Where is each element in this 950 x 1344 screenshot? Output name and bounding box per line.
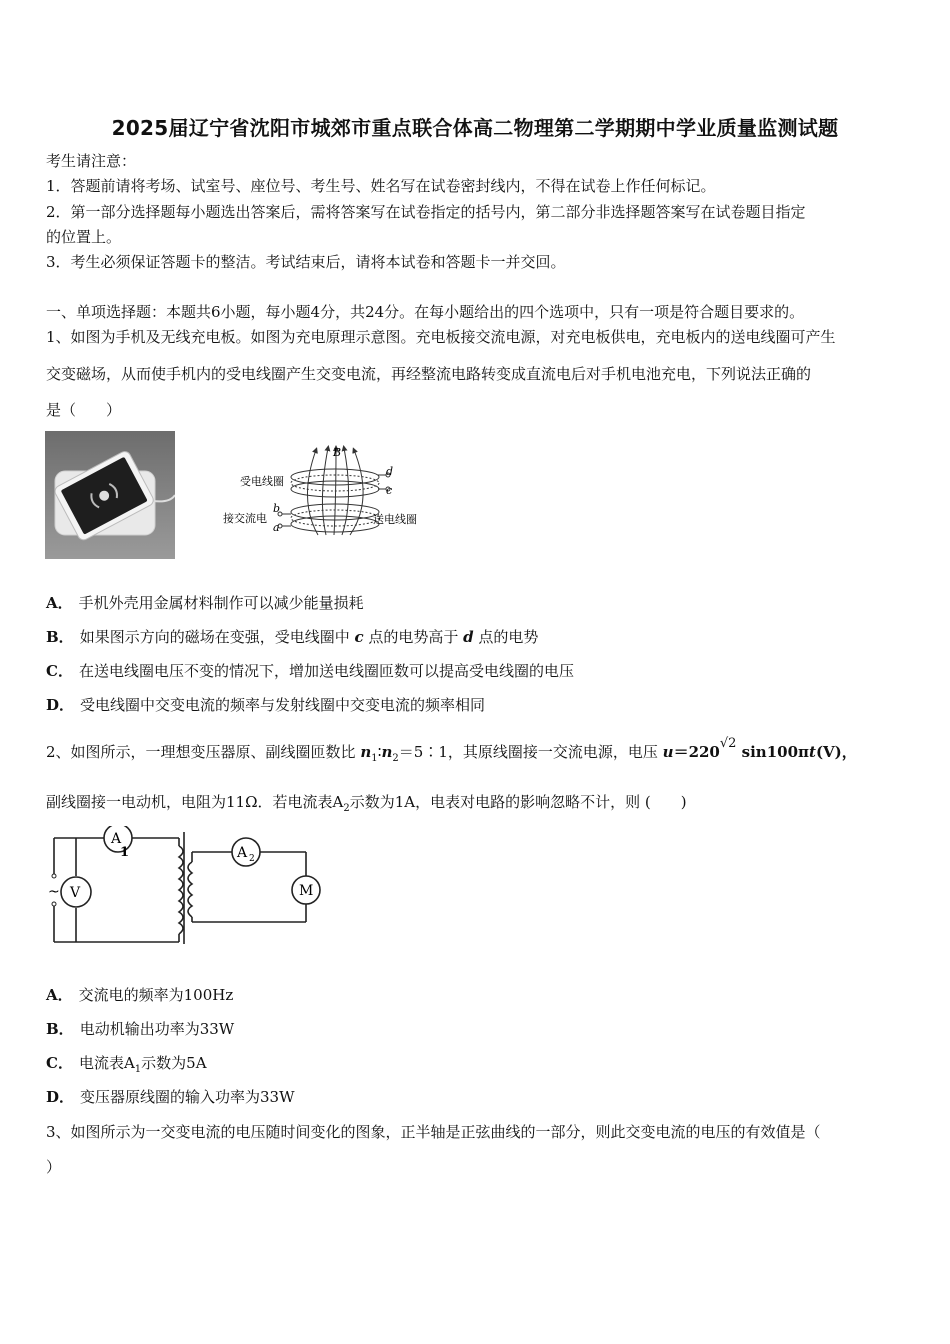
- voltmeter-label: V: [70, 885, 81, 901]
- section-heading: 一、单项选择题：本题共6小题，每小题4分，共24分。在每小题给出的四个选项中，只有一项是符合题目要求的。: [46, 303, 805, 321]
- q1-choice-c[interactable]: C． 在送电线圈电压不变的情况下，增加送电线圈匝数可以提高受电线圈的电压: [46, 662, 574, 680]
- receive-coil-label: 受电线圈: [240, 475, 284, 488]
- ac-source-label: 接交流电: [223, 512, 267, 525]
- ammeter-a2-sub: 2: [249, 854, 255, 864]
- q2-stem-line-2: 副线圈接一电动机，电阻为11Ω．若电流表$A_2$示数为1A，电表对电路的影响忽略不计，则 ( ): [46, 793, 687, 814]
- q3-stem-line-2: ）: [46, 1158, 62, 1176]
- q2-stem-line-1: 2、如图所示，一理想变压器原、副线圈匝数比 $n_1∶n_2=5∶1$，其原线圈接一交流电源，电压 u＝220√2 sin100πt(V)，: [46, 736, 857, 764]
- send-coil-label: 送电线圈: [373, 513, 417, 526]
- q1-choice-b[interactable]: B． 如果图示方向的磁场在变强，受电线圈中 c 点的电势高于 d 点的电势: [46, 628, 539, 646]
- label-c: c: [386, 484, 393, 497]
- q1-stem-line-2: 交变磁场，从而使手机内的受电线圈产生交变电流，再经整流电路转变成直流电后对手机电池充电，下列说法正确的: [46, 365, 812, 383]
- ammeter-a1-label: A: [111, 831, 122, 847]
- motor-label: M: [299, 883, 314, 899]
- notice-item-3: 3．考生必须保证答题卡的整洁。考试结束后，请将本试卷和答题卡一并交回。: [46, 253, 566, 271]
- notice-item-1: 1．答题前请将考场、试室号、座位号、考生号、姓名写在试卷密封线内，不得在试卷上作任何标记。: [46, 177, 716, 195]
- q3-stem-line-1: 3、如图所示为一交变电流的电压随时间变化的图象，正半轴是正弦曲线的一部分，则此交变电流的电压的有效值是（: [46, 1123, 821, 1141]
- ammeter-a1-sub: 1: [120, 845, 130, 860]
- coil-diagram: [218, 440, 433, 544]
- q1-stem-line-3: 是（ ）: [46, 401, 122, 419]
- q2-choice-b[interactable]: B． 电动机输出功率为33W: [46, 1020, 235, 1038]
- transformer-circuit: [44, 826, 329, 952]
- page-title: 2025届辽宁省沈阳市城郊市重点联合体高二物理第二学期期中学业质量监测试题: [111, 116, 839, 140]
- notice-item-2-cont: 的位置上。: [46, 228, 122, 246]
- phone-charger-photo: [45, 431, 175, 559]
- q2-choice-c[interactable]: C． 电流表$A_1$示数为5A: [46, 1054, 207, 1075]
- label-d: d: [386, 465, 394, 478]
- q1-choice-d[interactable]: D． 受电线圈中交变电流的频率与发射线圈中交变电流的频率相同: [46, 696, 486, 714]
- notice-item-2: 2．第一部分选择题每小题选出答案后，需将答案写在试卷指定的括号内，第二部分非选择题答案写在试卷题目指定: [46, 203, 806, 221]
- label-b-field: B: [333, 446, 342, 459]
- q1-stem-line-1: 1、如图为手机及无线充电板。如图为充电原理示意图。充电板接交流电源，对充电板供电，充电板内的送电线圈可产生: [46, 328, 836, 346]
- ammeter-a2-label: A: [237, 845, 248, 861]
- ac-source-symbol: ~: [48, 884, 60, 900]
- q1-choice-a[interactable]: A． 手机外壳用金属材料制作可以减少能量损耗: [46, 594, 364, 612]
- label-b-terminal: b: [273, 502, 281, 515]
- q2-choice-a[interactable]: A． 交流电的频率为100Hz: [46, 986, 234, 1004]
- q2-choice-d[interactable]: D． 变压器原线圈的输入功率为33W: [46, 1088, 295, 1106]
- notice-heading: 考生请注意：: [46, 152, 137, 170]
- label-a: a: [273, 521, 280, 534]
